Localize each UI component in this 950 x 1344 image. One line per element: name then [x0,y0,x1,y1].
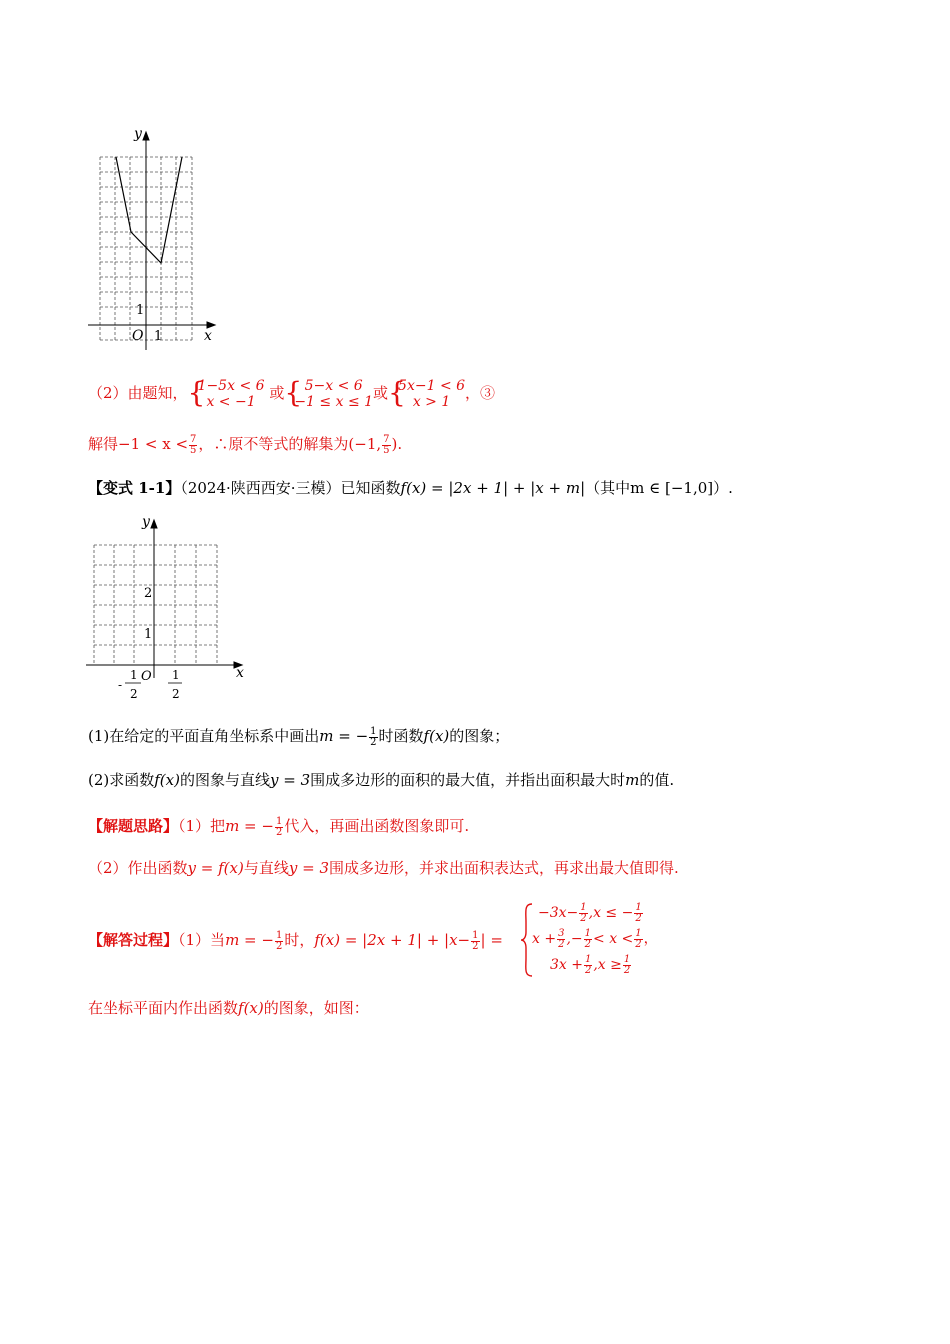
graph-2 [84,512,254,707]
graph-1 [84,124,224,354]
variant-line [88,478,733,498]
system-3: { 5x−1 < 6 x > 1 [388,376,466,410]
y-axis-label-2: y [142,514,150,530]
piece-row-3: 3x + $\frac{1}{2}$ ,x ≥ $\frac{1}{2}$ [550,953,631,976]
system-2: { 5−x < 6 −1 ≤ x ≤ 1 [284,376,374,410]
half-den: 2 [172,687,180,701]
half-num: 1 [172,668,180,682]
solve-text-a: 解得−1 < x < [88,435,189,453]
solution-idea-2: （2）作出函数y = f(x)与直线y = 3围成多边形，并求出面积表达式，再求出最大值即得. [88,859,679,877]
solve-line [88,430,402,458]
interval-open: (−1, [348,435,382,453]
neg-sign: - [118,678,123,692]
x-axis-label: x [204,328,212,344]
fraction-seven-fifths: $\frac{7}{5}$ [190,433,197,456]
solve-text-b: ，∴原不等式的解集为 [198,435,349,453]
system-1: { 1−5x < 6 x < −1 [187,376,265,410]
tick-label-y-1: 1 [136,303,145,318]
or-2: 或 [373,384,389,402]
tick-label-1: 1 [144,627,153,642]
fraction-half: $\frac{1}{2}$ [370,725,377,748]
part2-line [88,376,495,410]
piece-row-2: x + $\frac{3}{2}$ ,− $\frac{1}{2}$ < x < $\frac{1}{2}$ ， [532,927,658,950]
axes-1 [88,132,215,350]
interval-fraction: $\frac{7}{5}$ [383,433,390,456]
solution-idea: 【解题思路】（1）把m = − $\frac{1}{2}$ 代入，再画出函数图象即可. [88,815,470,838]
grid-2 [94,545,217,665]
interval-close: ). [391,435,403,453]
question-2: (2)求函数f(x)的图象与直线y = 3围成多边形的面积的最大值，并指出面积最大时m的值. [88,771,675,789]
part2-prefix: （2）由题知， [88,384,188,402]
piece-row-1: −3x− $\frac{1}{2}$ ,x ≤ − $\frac{1}{2}$ [538,901,642,924]
neg-half-num: 1 [130,668,138,682]
tick-label-2: 2 [144,586,153,601]
part2-suffix: ，③ [465,384,496,402]
origin-label-2: O [141,669,152,684]
neg-half-den: 2 [130,687,138,701]
final-line: 在坐标平面内作出函数f(x)的图象，如图： [88,999,369,1017]
axes-2 [86,520,242,678]
variant-function: f(x) = |2x + 1| + |x + m| [400,479,586,497]
y-axis-label: y [134,126,142,142]
or-1: 或 [269,384,285,402]
solution-process: 【解答过程】（1）当m = − $\frac{1}{2}$ 时，f(x) = |2x + 1| + |x− $\frac{1}{2}$ | = [88,929,503,952]
variant-tail: （其中m ∈ [−1,0]）. [585,479,733,497]
tick-label-x-1: 1 [154,329,163,344]
question-1: (1)在给定的平面直角坐标系中画出m = − $\frac{1}{2}$ 时函数f(x)的图象； [88,725,510,748]
x-axis-label-2: x [236,665,244,681]
origin-label: O [132,328,144,344]
variant-tag: 【变式 1-1】 [88,479,181,497]
variant-source: （2024·陕西西安·三模）已知函数 [180,479,401,497]
